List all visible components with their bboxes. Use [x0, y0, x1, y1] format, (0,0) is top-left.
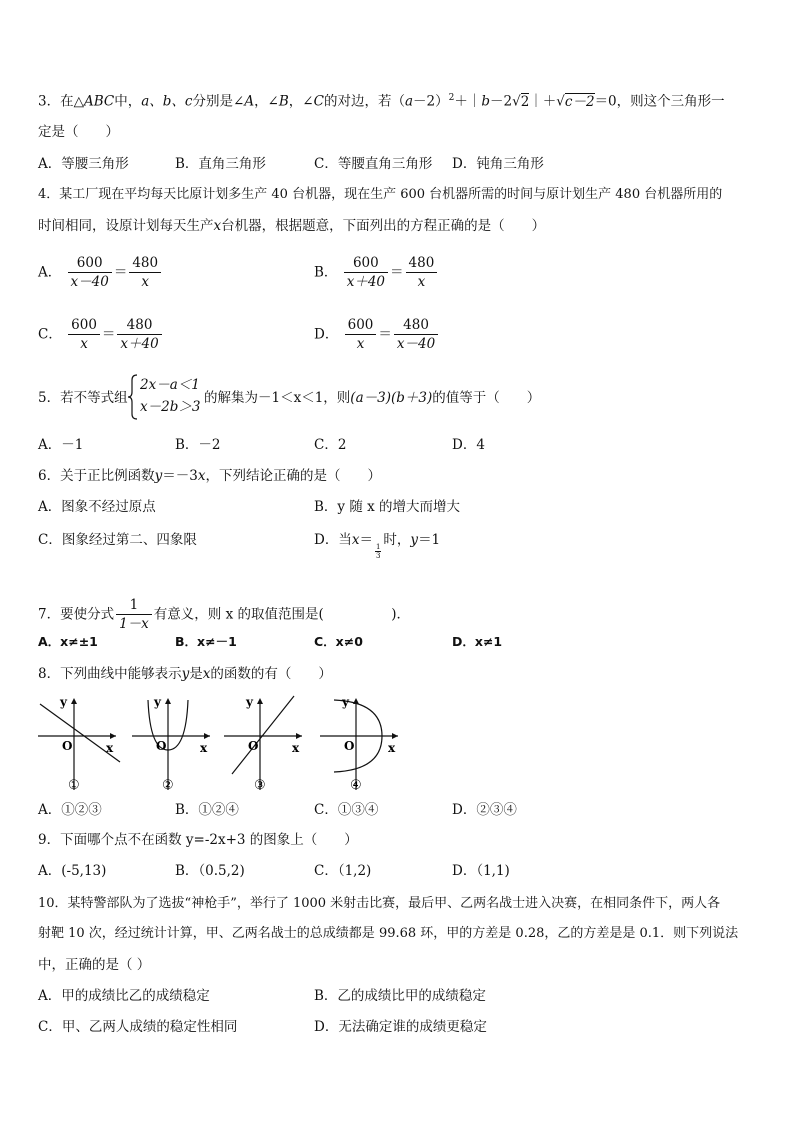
axis-x-label: x [106, 741, 114, 755]
q6-option-c: C．图象经过第二、四象限 [38, 532, 197, 548]
q7-option-a: A．x≠±1 [38, 634, 98, 649]
origin-label: O [62, 739, 73, 753]
fraction: $\frac{480}{x}$ [129, 254, 161, 291]
q9-option-c: C．（1,2) [314, 863, 372, 879]
q5-option-a: A．－1 [38, 437, 84, 453]
q5-rest: 的解集为－1＜x＜1，则(a－3)(b＋3)的值等于（ ） [204, 390, 541, 406]
axis-y-label: y [246, 695, 253, 709]
q8-option-a: A．①②③ [38, 802, 102, 818]
q10-line3: 中，正确的是（ ） [38, 957, 151, 973]
q3-option-c: C．等腰直角三角形 [314, 156, 433, 172]
q5-inequality-1: 2x－a＜1 [140, 377, 200, 393]
q3-option-d: D．钝角三角形 [452, 156, 544, 172]
q4-option-d: D． $\frac{600}{x}$ ＝ $\frac{480}{x-40}$ [314, 316, 440, 353]
q5-prefix: 5．若不等式组 [38, 390, 128, 406]
axis-y-label: y [60, 695, 67, 709]
q9-option-d: D．（1,1) [452, 863, 510, 879]
q9-option-a: A．(-5,13) [38, 863, 107, 879]
q10-option-a: A．甲的成绩比乙的成绩稳定 [38, 988, 210, 1004]
graph-1 [36, 692, 122, 792]
q4-option-a: A． $\frac{600}{x-40}$ ＝ $\frac{480}{x}$ [38, 254, 163, 291]
q10-option-d: D．无法确定谁的成绩更稳定 [314, 1019, 487, 1035]
axis-x-label: x [292, 741, 300, 755]
q3-option-b: B．直角三角形 [175, 156, 266, 172]
q3-line1: 3．在△ABC中，a、b、c分别是∠A，∠B，∠C的对边，若$(a-2)^2+|b-2√2|+√c-2=0$，则这个三角形一 [38, 93, 725, 110]
graph-2 [130, 692, 216, 792]
q7-option-b: B．x≠－1 [175, 634, 237, 649]
origin-label: O [344, 739, 355, 753]
q5-option-b: B．－2 [175, 437, 221, 453]
q3-option-a: A．等腰三角形 [38, 156, 129, 172]
figure-label: ③ [254, 778, 266, 792]
q5-option-d: D．4 [452, 437, 485, 453]
fraction: $\frac{600}{x+40}$ [344, 254, 388, 291]
figure-label: ② [162, 778, 174, 792]
fraction: $\frac{1}{1-x}$ [116, 596, 152, 633]
fraction: $\frac{600}{x}$ [68, 316, 100, 353]
q8-option-c: C．①③④ [314, 802, 379, 818]
q8-option-d: D．②③④ [452, 802, 517, 818]
fraction: $\frac{600}{x-40}$ [68, 254, 112, 291]
fraction: $\frac{480}{x-40}$ [394, 316, 438, 353]
q9-line: 9．下面哪个点不在函数 y=-2x+3 的图象上（ ） [38, 832, 358, 848]
q3-line2: 定是（ ） [38, 124, 119, 140]
axis-y-label: y [154, 695, 161, 709]
left-brace-icon [128, 374, 138, 420]
q10-option-c: C．甲、乙两人成绩的稳定性相同 [38, 1019, 238, 1035]
q10-line2: 射靶 10 次，经过统计计算，甲、乙两名战士的总成绩都是 99.68 环，甲的方差是 0.28，乙的方差是是 0.1．则下列说法 [38, 926, 739, 941]
figure-label: ① [68, 778, 80, 792]
q6-option-d: D．当x＝ $\frac{1}{3}$ 时，y＝1 [314, 532, 441, 560]
q6-option-b: B．y 随 x 的增大而增大 [314, 499, 461, 515]
origin-label: O [156, 739, 167, 753]
q8-option-b: B．①②④ [175, 802, 239, 818]
q5-inequality-2: x－2b＞3 [140, 399, 201, 415]
q6-line1: 6．关于正比例函数y＝－3x，下列结论正确的是（ ） [38, 468, 381, 484]
q4-option-c: C． $\frac{600}{x}$ ＝ $\frac{480}{x+40}$ [38, 316, 164, 353]
small-fraction: $\frac{1}{3}$ [375, 543, 381, 560]
q7-option-c: C．x≠0 [314, 634, 363, 649]
axis-x-label: x [388, 741, 396, 755]
q6-option-a: A．图象不经过原点 [38, 499, 156, 515]
fraction: $\frac{480}{x+40}$ [117, 316, 161, 353]
origin-label: O [248, 739, 259, 753]
q10-option-b: B．乙的成绩比甲的成绩稳定 [314, 988, 486, 1004]
fraction: $\frac{600}{x}$ [345, 316, 377, 353]
q5-option-c: C．2 [314, 437, 347, 453]
sqrt-2: √2 [512, 93, 530, 110]
graph-3 [222, 692, 308, 792]
graph-4 [318, 692, 404, 792]
fraction: $\frac{480}{x}$ [406, 254, 438, 291]
q4-line1: 4．某工厂现在平均每天比原计划多生产 40 台机器，现在生产 600 台机器所需的时间与原计划生产 480 台机器所用的 [38, 187, 723, 202]
q8-line: 8．下列曲线中能够表示y是x的函数的有（ ） [38, 666, 332, 682]
q7-line: 7．要使分式 $\frac{1}{1-x}$ 有意义，则 x 的取值范围是( )． [38, 597, 411, 632]
q7-option-d: D．x≠1 [452, 634, 503, 649]
figure-label: ④ [350, 778, 362, 792]
q4-line2: 时间相同，设原计划每天生产x台机器，根据题意，下面列出的方程正确的是（ ） [38, 218, 546, 234]
q10-line1: 10．某特警部队为了选拔“神枪手”，举行了 1000 米射击比赛，最后甲、乙两名战士进入决赛，在相同条件下，两人各 [38, 896, 721, 911]
sqrt-c-minus-2: √c－2 [556, 93, 595, 110]
q4-option-b: B． $\frac{600}{x+40}$ ＝ $\frac{480}{x}$ [314, 254, 439, 291]
axis-x-label: x [200, 741, 208, 755]
axis-y-label: y [342, 695, 349, 709]
q9-option-b: B．（0.5,2) [175, 863, 245, 879]
